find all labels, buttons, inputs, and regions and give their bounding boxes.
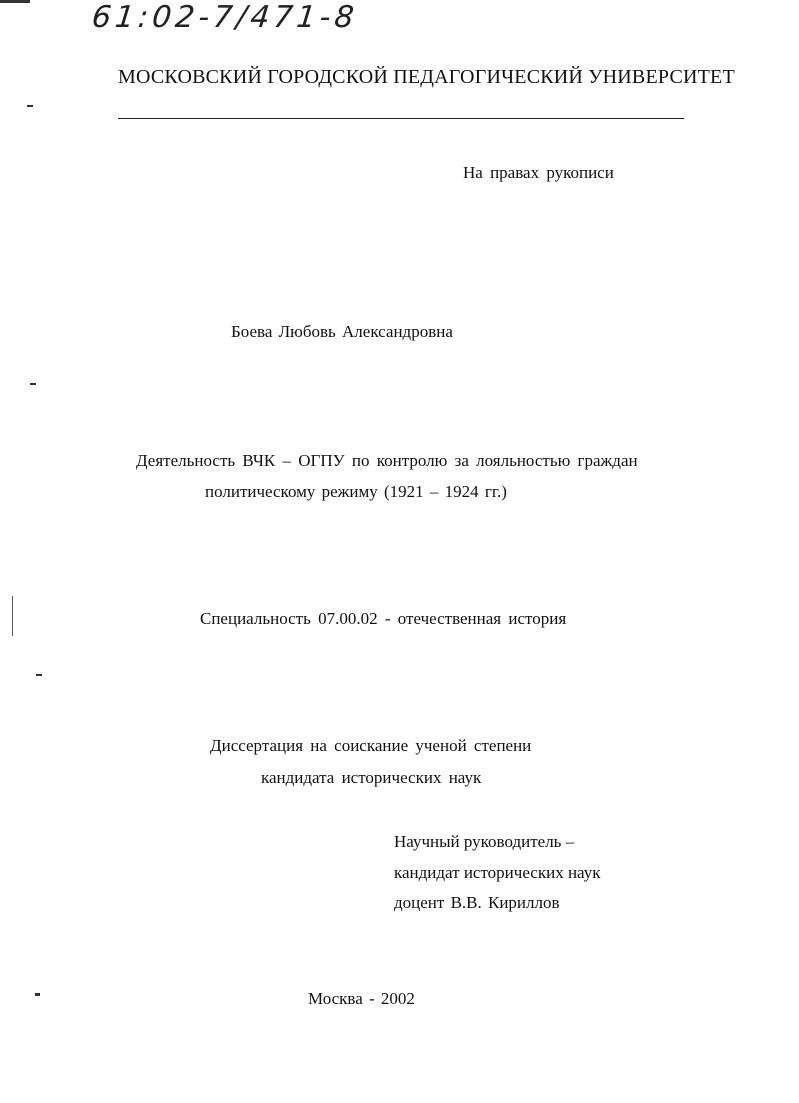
degree-line-1: Диссертация на соискание ученой степени xyxy=(210,736,532,755)
supervisor-line-1: Научный руководитель – xyxy=(394,832,575,851)
dissertation-title-line-2: политическому режиму (1921 – 1924 гг.) xyxy=(205,482,507,501)
scan-line xyxy=(12,596,13,636)
catalog-number: 61:02-7/471-8 xyxy=(90,0,360,35)
dissertation-title-line-1: Деятельность ВЧК – ОГПУ по контролю за лояльностью граждан xyxy=(136,451,638,470)
rights-notice: На правах рукописи xyxy=(463,163,614,182)
scan-speck xyxy=(30,383,36,385)
scan-speck xyxy=(27,105,33,107)
city-year: Москва - 2002 xyxy=(308,989,415,1008)
header-divider xyxy=(118,118,684,119)
supervisor-line-2: кандидат исторических наук xyxy=(394,863,601,882)
scan-speck xyxy=(35,993,40,996)
specialty: Специальность 07.00.02 - отечественная история xyxy=(200,609,567,628)
supervisor-line-3: доцент В.В. Кириллов xyxy=(394,893,560,912)
university-name: МОСКОВСКИЙ ГОРОДСКОЙ ПЕДАГОГИЧЕСКИЙ УНИВЕРСИТЕТ xyxy=(118,66,735,88)
degree-line-2: кандидата исторических наук xyxy=(261,768,482,787)
author-name: Боева Любовь Александровна xyxy=(231,322,453,341)
scan-speck xyxy=(36,674,42,676)
scan-corner-mark xyxy=(0,0,30,3)
